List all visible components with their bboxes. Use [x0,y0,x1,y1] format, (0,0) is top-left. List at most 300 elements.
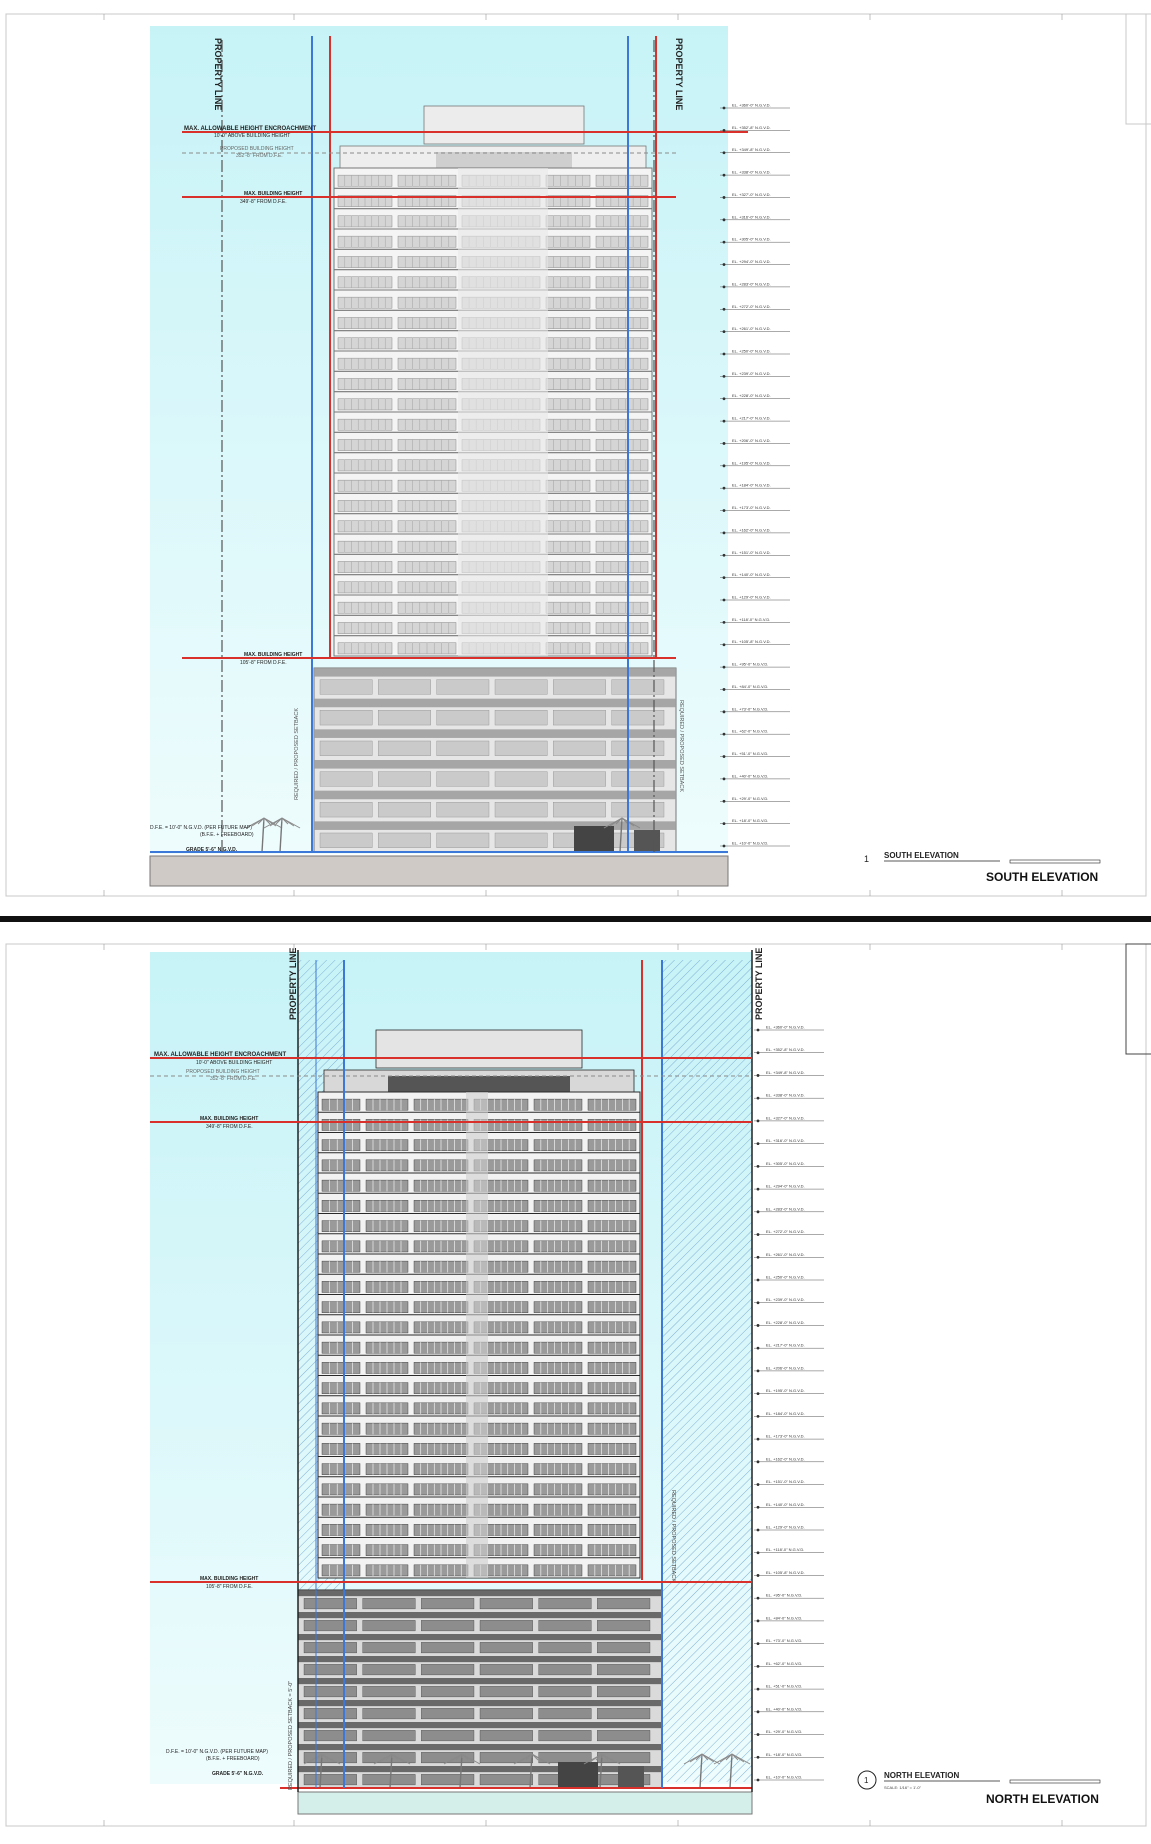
max-height-upper-note: 349'-8" FROM D.F.E. [240,199,287,205]
level-label: EL. +261'-0" N.G.V.D. [732,326,771,332]
level-label: EL. +73'-0" N.G.V.D. [766,1638,803,1644]
podium-window [304,1686,357,1697]
level-label: EL. +228'-0" N.G.V.D. [766,1319,805,1325]
window-bay [588,1322,636,1333]
setback-note-right: REQUIRED / PROPOSED SETBACK [670,1490,676,1582]
window-bay [596,480,648,491]
level-marker [757,1142,760,1145]
podium-window [378,833,430,848]
window-bay [534,1140,582,1151]
podium-band [298,1634,662,1640]
level-marker [757,1597,760,1600]
level-label: EL. +294'-0" N.G.V.D. [766,1183,805,1189]
podium-band [298,1678,662,1684]
window-bay [588,1221,636,1232]
level-marker [723,151,726,154]
level-marker [757,1324,760,1327]
level-marker [757,1074,760,1077]
level-label: EL. +140'-0" N.G.V.D. [766,1501,805,1507]
level-label: EL. +29'-0" N.G.V.D. [732,795,769,801]
level-label: EL. +250'-0" N.G.V.D. [766,1274,805,1280]
sheet-title: NORTH ELEVATION [986,1792,1099,1806]
title-block-tab [1126,944,1151,1054]
title-block-tab [1126,14,1151,124]
window-bay [596,643,648,654]
max-height-lower-label: MAX. BUILDING HEIGHT [200,1576,259,1582]
podium-window [421,1664,474,1675]
level-label: EL. +62'-0" N.G.V.D. [766,1660,803,1666]
window-bay [322,1342,360,1353]
level-label: EL. +118'-0" N.G.V.D. [766,1547,805,1553]
proposed-height-note: 352'-8" FROM D.F.E. [210,1076,257,1082]
level-marker [723,487,726,490]
sheet-divider [0,916,1151,922]
window-bay [322,1160,360,1171]
podium-window [480,1620,533,1631]
level-label: EL. +10'-0" N.G.V.D. [766,1774,803,1780]
window-bay [322,1464,360,1475]
window-bay [534,1099,582,1110]
level-marker [723,241,726,244]
window-bay [596,338,648,349]
level-label: EL. +294'-0" N.G.V.D. [732,259,771,265]
level-marker [723,174,726,177]
podium-band [314,760,676,769]
level-label: EL. +261'-0" N.G.V.D. [766,1251,805,1257]
window-bay [596,582,648,593]
window-bay [596,358,648,369]
tower-core [466,1092,488,1578]
window-bay [596,277,648,288]
level-label: EL. +51'-0" N.G.V.D. [766,1683,803,1689]
podium-window [553,772,605,787]
window-bay [322,1200,360,1211]
max-height-lower-label: MAX. BUILDING HEIGHT [244,652,303,658]
podium-window [320,833,372,848]
level-label: EL. +51'-0" N.G.V.D. [732,751,769,757]
podium-window [363,1598,416,1609]
window-bay [596,256,648,267]
encroachment-note: 10'-0" ABOVE BUILDING HEIGHT [196,1060,273,1066]
level-label: EL. +228'-0" N.G.V.D. [732,393,771,399]
level-label: EL. +105'-8" N.G.V.D. [766,1569,805,1575]
caption-number: 1 [864,1776,869,1785]
podium-window [363,1620,416,1631]
tower-core [458,168,548,656]
level-marker [723,397,726,400]
level-label: EL. +349'-8" N.G.V.D. [732,147,771,153]
window-bay [596,500,648,511]
level-marker [723,330,726,333]
level-label: EL. +217'-0" N.G.V.D. [766,1342,805,1348]
window-bay [534,1261,582,1272]
setback-hatch-right [662,960,752,1782]
window-bay [534,1322,582,1333]
proposed-height-note: 352'-8" FROM D.F.E. [236,153,283,159]
level-marker [757,1460,760,1463]
setback-note-left: REQUIRED / PROPOSED SETBACK [294,708,300,800]
podium-window [437,710,489,725]
level-marker [757,1415,760,1418]
level-marker [757,1029,760,1032]
podium-window [553,741,605,756]
south-elevation-sheet [0,0,1151,914]
dfe-sub: (B.F.E. + FREEBOARD) [200,832,254,838]
window-bay [588,1099,636,1110]
podium-band [298,1612,662,1618]
encroachment-note: 10'-0" ABOVE BUILDING HEIGHT [214,133,291,139]
podium-window [597,1598,650,1609]
level-label: EL. +162'-0" N.G.V.D. [732,527,771,533]
level-label: EL. +338'-0" N.G.V.D. [766,1092,805,1098]
podium-window [480,1774,533,1785]
level-marker [723,420,726,423]
level-label: EL. +118'-0" N.G.V.D. [732,616,771,622]
podium-window [539,1664,592,1675]
podium-window [421,1620,474,1631]
level-marker [723,107,726,110]
level-label: EL. +349'-8" N.G.V.D. [766,1069,805,1075]
level-marker [757,1210,760,1213]
proposed-height-label: PROPOSED BUILDING HEIGHT [220,146,294,152]
level-label: EL. +105'-8" N.G.V.D. [732,639,771,645]
setback-note-right: REQUIRED / PROPOSED SETBACK [678,700,684,792]
level-label: EL. +151'-0" N.G.V.D. [732,549,771,555]
podium-window [495,680,547,695]
window-bay [588,1180,636,1191]
podium-window [363,1642,416,1653]
window-bay [534,1423,582,1434]
max-height-upper-label: MAX. BUILDING HEIGHT [200,1116,259,1122]
podium-band [298,1722,662,1728]
level-label: EL. +250'-0" N.G.V.D. [732,348,771,354]
podium-window [421,1598,474,1609]
level-marker [757,1574,760,1577]
window-bay [322,1241,360,1252]
podium-window [363,1730,416,1741]
podium-window [480,1598,533,1609]
level-marker [757,1097,760,1100]
max-height-upper-label: MAX. BUILDING HEIGHT [244,191,303,197]
level-label: EL. +272'-0" N.G.V.D. [766,1229,805,1235]
level-label: EL. +40'-0" N.G.V.D. [732,773,769,779]
window-bay [596,622,648,633]
grade-note: GRADE 5'-6" N.G.V.D. [212,1771,264,1777]
podium-window [612,802,664,817]
podium-window [480,1686,533,1697]
podium-window [437,772,489,787]
encroachment-label: MAX. ALLOWABLE HEIGHT ENCROACHMENT [154,1052,287,1058]
podium-window [495,772,547,787]
level-marker [723,464,726,467]
podium-window [612,710,664,725]
level-label: EL. +129'-0" N.G.V.D. [732,594,771,600]
podium-band [298,1590,662,1596]
window-bay [534,1281,582,1292]
max-height-lower-note: 105'-8" FROM D.F.E. [206,1584,253,1590]
window-bay [588,1403,636,1414]
window-bay [596,439,648,450]
podium-window [304,1774,357,1785]
level-marker [757,1620,760,1623]
level-label: EL. +305'-0" N.G.V.D. [766,1160,805,1166]
window-bay [588,1443,636,1454]
podium-window [480,1642,533,1653]
level-label: EL. +84'-0" N.G.V.D. [766,1615,803,1621]
window-bay [534,1565,582,1576]
level-label: EL. +140'-0" N.G.V.D. [732,572,771,578]
window-bay [596,460,648,471]
podium-window [495,802,547,817]
window-bay [588,1241,636,1252]
podium-window [320,710,372,725]
window-bay [322,1524,360,1535]
level-label: EL. +239'-0" N.G.V.D. [766,1297,805,1303]
podium-band [298,1656,662,1662]
window-bay [588,1342,636,1353]
window-bay [534,1403,582,1414]
podium-window [539,1708,592,1719]
podium-window [421,1774,474,1785]
level-marker [757,1529,760,1532]
sheet-title: SOUTH ELEVATION [986,870,1099,884]
level-marker [757,1051,760,1054]
window-bay [322,1261,360,1272]
podium-window [437,833,489,848]
window-bay [534,1484,582,1495]
level-label: EL. +206'-0" N.G.V.D. [732,437,771,443]
dfe-sub: (B.F.E. + FREEBOARD) [206,1756,260,1762]
level-marker [723,621,726,624]
window-bay [322,1423,360,1434]
window-bay [322,1140,360,1151]
podium-band [314,729,676,738]
podium-window [480,1664,533,1675]
window-bay [322,1504,360,1515]
level-label: EL. +151'-0" N.G.V.D. [766,1479,805,1485]
level-labels [754,1025,824,1782]
podium-window [421,1642,474,1653]
level-marker [723,218,726,221]
window-bay [534,1160,582,1171]
level-label: EL. +283'-0" N.G.V.D. [732,281,771,287]
window-bay [596,175,648,186]
level-marker [723,509,726,512]
podium-window [363,1774,416,1785]
window-bay [596,399,648,410]
level-marker [723,554,726,557]
window-bay [534,1383,582,1394]
level-marker [723,755,726,758]
podium-window [553,802,605,817]
podium-window [378,710,430,725]
podium-window [421,1708,474,1719]
window-bay [588,1200,636,1211]
level-label: EL. +316'-0" N.G.V.D. [732,214,771,220]
level-marker [757,1665,760,1668]
podium-window [597,1664,650,1675]
level-marker [723,778,726,781]
podium-window [539,1598,592,1609]
level-label: EL. +195'-0" N.G.V.D. [766,1388,805,1394]
podium-band [298,1700,662,1706]
podium-window [304,1620,357,1631]
podium-window [363,1686,416,1697]
podium-window [597,1730,650,1741]
window-bay [588,1362,636,1373]
level-label: EL. +272'-0" N.G.V.D. [732,303,771,309]
podium-window [304,1664,357,1675]
level-marker [723,710,726,713]
podium-window [539,1620,592,1631]
level-label: EL. +62'-0" N.G.V.D. [732,728,769,734]
level-marker [723,576,726,579]
level-marker [723,129,726,132]
podium-window [304,1598,357,1609]
window-bay [596,297,648,308]
setback-note-left: REQUIRED / PROPOSED SETBACK = 5'-0" [288,1680,294,1790]
podium-window [421,1730,474,1741]
level-marker [723,532,726,535]
level-label: EL. +40'-0" N.G.V.D. [766,1706,803,1712]
window-bay [322,1565,360,1576]
window-bay [596,541,648,552]
level-marker [723,286,726,289]
window-bay [588,1383,636,1394]
dfe-note: D.F.E. = 10'-0" N.G.V.D. (PER FUTURE MAP) [166,1749,268,1755]
level-marker [723,375,726,378]
podium-window [378,802,430,817]
property-line-right-label: PROPERTY LINE [674,38,684,111]
level-marker [757,1279,760,1282]
podium-band [298,1744,662,1750]
level-label: EL. +352'-8" N.G.V.D. [766,1047,805,1053]
window-bay [588,1464,636,1475]
podium-window [320,802,372,817]
level-label: EL. +327'-0" N.G.V.D. [732,191,771,197]
level-marker [757,1688,760,1691]
podium-window [320,680,372,695]
podium-window [553,680,605,695]
level-label: EL. +84'-0" N.G.V.D. [732,683,769,689]
level-marker [723,666,726,669]
south-elevation-drawing [0,0,1151,914]
window-bay [534,1342,582,1353]
level-marker [723,688,726,691]
level-label: EL. +95'-0" N.G.V.D. [766,1592,803,1598]
window-bay [322,1443,360,1454]
podium-window [480,1730,533,1741]
window-bay [588,1484,636,1495]
level-marker [757,1438,760,1441]
window-bay [588,1504,636,1515]
podium-window [320,741,372,756]
roof-canopy [388,1076,570,1092]
level-label: EL. +338'-0" N.G.V.D. [732,169,771,175]
north-elevation-drawing [0,930,1151,1844]
podium-band [314,791,676,800]
level-marker [723,263,726,266]
podium-window [437,680,489,695]
window-bay [322,1221,360,1232]
window-bay [596,419,648,430]
level-label: EL. +184'-0" N.G.V.D. [766,1410,805,1416]
level-label: EL. +217'-0" N.G.V.D. [732,415,771,421]
window-bay [588,1261,636,1272]
level-label: EL. +18'-0" N.G.V.D. [766,1751,803,1757]
level-label: EL. +360'-0" N.G.V.D. [766,1024,805,1030]
level-marker [723,308,726,311]
podium-window [597,1686,650,1697]
level-label: EL. +352'-8" N.G.V.D. [732,124,771,130]
podium-window [378,741,430,756]
level-label: EL. +184'-0" N.G.V.D. [732,482,771,488]
podium-window [495,710,547,725]
level-label: EL. +195'-0" N.G.V.D. [732,460,771,466]
podium-band [298,1766,662,1772]
caption-number: 1 [864,854,870,864]
window-bay [322,1322,360,1333]
level-marker [757,1233,760,1236]
level-label: EL. +283'-0" N.G.V.D. [766,1206,805,1212]
caption-title: NORTH ELEVATION [884,1771,960,1780]
window-bay [588,1281,636,1292]
ground-strip [298,1792,752,1814]
window-bay [322,1281,360,1292]
level-marker [757,1392,760,1395]
level-label: EL. +173'-0" N.G.V.D. [766,1433,805,1439]
window-bay [534,1302,582,1313]
level-marker [723,845,726,848]
mechanical-penthouse [424,106,584,144]
window-bay [534,1362,582,1373]
podium-window [495,741,547,756]
property-line-left-label: PROPERTY LINE [288,947,298,1020]
podium-window [597,1620,650,1631]
level-marker [757,1710,760,1713]
level-marker [757,1483,760,1486]
garage-entry [558,1762,598,1788]
grade-note: GRADE 5'-6" N.G.V.D. [186,847,238,853]
level-label: EL. +316'-0" N.G.V.D. [766,1138,805,1144]
podium-window [539,1686,592,1697]
garage-entry [574,826,614,852]
scale-bar [1010,1780,1100,1783]
window-bay [322,1383,360,1394]
window-bay [322,1362,360,1373]
window-bay [534,1200,582,1211]
podium-window [378,680,430,695]
podium-window [304,1642,357,1653]
window-bay [596,236,648,247]
property-line-right-label: PROPERTY LINE [754,947,764,1020]
level-marker [723,800,726,803]
level-marker [757,1120,760,1123]
podium-window [612,680,664,695]
level-marker [757,1256,760,1259]
level-label: EL. +305'-0" N.G.V.D. [732,236,771,242]
podium-window [612,772,664,787]
window-bay [322,1302,360,1313]
podium-window [612,741,664,756]
level-marker [757,1756,760,1759]
window-bay [322,1180,360,1191]
encroachment-label: MAX. ALLOWABLE HEIGHT ENCROACHMENT [184,126,317,132]
level-marker [723,822,726,825]
podium-window [539,1752,592,1763]
podium-window [597,1642,650,1653]
level-marker [757,1733,760,1736]
